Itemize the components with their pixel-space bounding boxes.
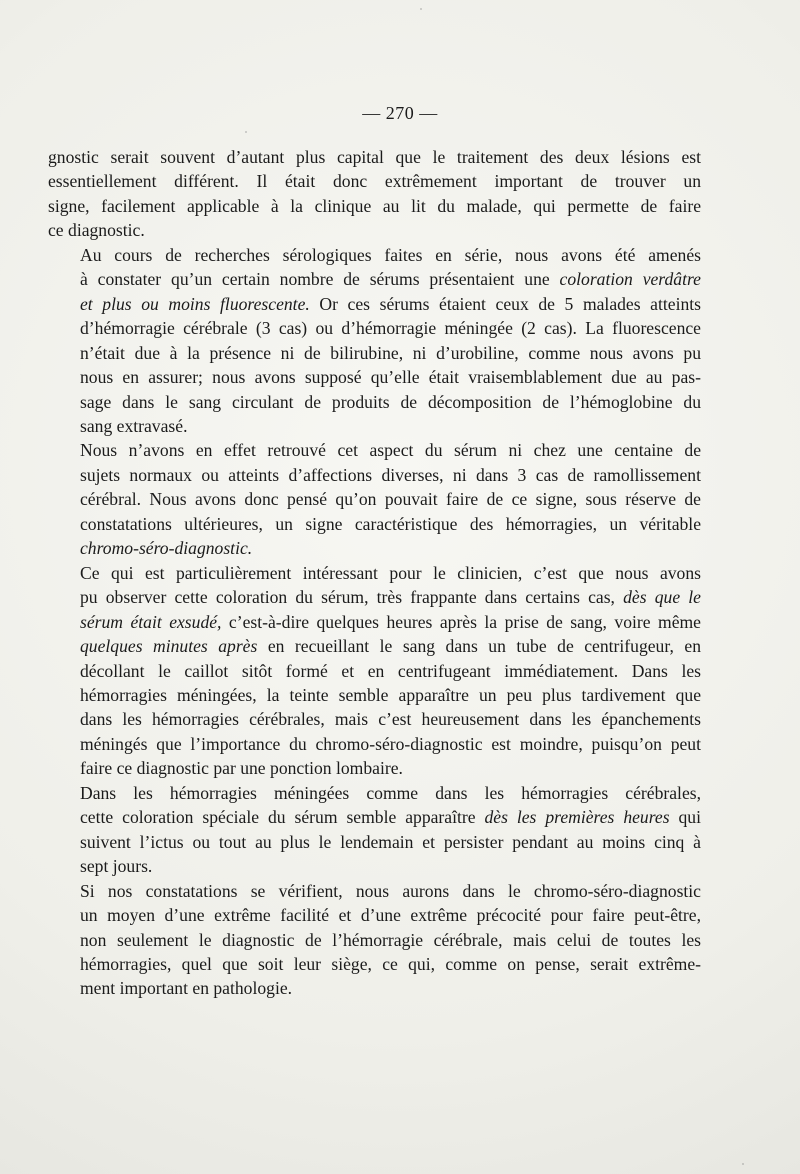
text-run: hémorragies méningées, la teinte semble apparaître un peu plus tardivement que bbox=[80, 684, 701, 705]
text-run: Ce qui est particulièrement intéressant pour le clinicien, c’est que nous avons bbox=[80, 562, 701, 583]
text-line bbox=[48, 169, 701, 193]
text-line bbox=[48, 805, 701, 829]
italic-text: dès les premières heures bbox=[484, 807, 670, 828]
text-line bbox=[48, 683, 701, 707]
text-run: un moyen d’une extrême facilité et d’une extrême précocité pour faire peut-être, bbox=[80, 905, 701, 926]
text-line bbox=[48, 585, 701, 609]
text-run: Nous n’avons en effet retrouvé cet aspect du sérum ni chez une centaine de bbox=[80, 440, 701, 461]
text-run: sage dans le sang circulant de produits de décomposition de l’hémoglobine du bbox=[80, 391, 701, 412]
text-run: d’hémorragie cérébrale (3 cas) ou d’hémorragie méningée (2 cas). La fluorescence bbox=[80, 318, 701, 339]
scan-speck bbox=[420, 8, 422, 10]
text-run: Si nos constatations se vérifient, nous aurons dans le chromo-séro-diagnostic bbox=[80, 880, 701, 901]
page-number: — 270 — bbox=[362, 103, 438, 123]
text-run: constatations ultérieures, un signe caractéristique des hémorragies, un véritable bbox=[80, 513, 701, 534]
text-line bbox=[48, 756, 701, 780]
text-line bbox=[48, 659, 701, 683]
text-run: cérébral. Nous avons donc pensé qu’on pouvait faire de ce signe, sous réserve de bbox=[80, 489, 701, 510]
text-line bbox=[48, 316, 701, 340]
text-run: nous en assurer; nous avons supposé qu’elle était vraisemblablement due au pas- bbox=[80, 367, 701, 388]
text-line bbox=[48, 438, 701, 462]
body-text bbox=[48, 145, 701, 1001]
text-line bbox=[48, 243, 701, 267]
text-run: ce diagnostic. bbox=[48, 220, 145, 241]
text-line bbox=[48, 414, 701, 438]
text-line bbox=[48, 267, 701, 291]
text-run: ment important en pathologie. bbox=[80, 978, 293, 999]
text-run: dans les hémorragies cérébrales, mais c’est heureusement dans les épanchements bbox=[80, 709, 701, 730]
text-run: non seulement le diagnostic de l’hémorragie cérébrale, mais celui de toutes les bbox=[80, 929, 701, 950]
text-run: sang extravasé. bbox=[80, 415, 188, 436]
text-line bbox=[48, 854, 701, 878]
text-line bbox=[48, 487, 701, 511]
text-line bbox=[48, 903, 701, 927]
text-run: faire ce diagnostic par une ponction lombaire. bbox=[80, 758, 403, 779]
text-line bbox=[48, 634, 701, 658]
scan-speck bbox=[742, 1163, 744, 1165]
text-line bbox=[48, 512, 701, 536]
text-run: suivent l’ictus ou tout au plus le lendemain et persister pendant au moins cinq à bbox=[80, 831, 701, 852]
text-run: Dans les hémorragies méningées comme dans les hémorragies cérébrales, bbox=[80, 782, 701, 803]
text-line bbox=[48, 194, 701, 218]
text-line bbox=[48, 292, 701, 316]
text-run: en recueillant le sang dans un tube de centrifugeur, en bbox=[257, 636, 701, 657]
paragraph-5 bbox=[48, 781, 701, 879]
text-run: cette coloration spéciale du sérum semble apparaître bbox=[80, 807, 485, 828]
text-run: essentiellement différent. Il était donc extrêmement important de trouver un bbox=[48, 171, 701, 192]
text-line bbox=[48, 732, 701, 756]
text-line bbox=[48, 830, 701, 854]
text-run: à constater qu’un certain nombre de sérums présentaient une bbox=[80, 269, 560, 290]
text-run: qui bbox=[669, 807, 701, 828]
text-run: c’est-à-dire quelques heures après la prise de sang, voire même bbox=[221, 611, 701, 632]
text-run: n’était due à la présence ni de bilirubine, ni d’urobiline, comme nous avons pu bbox=[80, 342, 701, 363]
paragraph-2 bbox=[48, 243, 701, 439]
italic-text: dès que le bbox=[623, 587, 701, 608]
text-line bbox=[48, 952, 701, 976]
text-line bbox=[48, 218, 701, 242]
text-run: sujets normaux ou atteints d’affections diverses, ni dans 3 cas de ramollissement bbox=[80, 464, 701, 485]
text-line bbox=[48, 145, 701, 169]
text-line bbox=[48, 879, 701, 903]
text-line bbox=[48, 341, 701, 365]
text-run: gnostic serait souvent d’autant plus capital que le traitement des deux lésions est bbox=[48, 147, 701, 167]
text-line bbox=[48, 561, 701, 585]
paragraph-1 bbox=[48, 145, 701, 243]
text-line bbox=[48, 781, 701, 805]
text-line bbox=[48, 365, 701, 389]
paragraph-6 bbox=[48, 879, 701, 1001]
italic-text: coloration verdâtre bbox=[559, 269, 701, 290]
text-run: hémorragies, quel que soit leur siège, ce qui, comme on pense, serait extrême- bbox=[80, 953, 701, 974]
text-line bbox=[48, 976, 701, 1000]
paragraph-4 bbox=[48, 561, 701, 781]
text-line bbox=[48, 928, 701, 952]
text-line bbox=[48, 390, 701, 414]
text-line bbox=[48, 610, 701, 634]
text-line bbox=[48, 536, 701, 560]
text-run: Au cours de recherches sérologiques faites en série, nous avons été amenés bbox=[80, 244, 701, 265]
text-run: sept jours. bbox=[80, 856, 153, 877]
text-line bbox=[48, 707, 701, 731]
italic-text: chromo-séro-diagnostic. bbox=[80, 538, 253, 559]
text-run: signe, facilement applicable à la clinique au lit du malade, qui permette de faire bbox=[48, 195, 701, 216]
italic-text: sérum était exsudé, bbox=[80, 611, 222, 632]
scan-speck bbox=[245, 131, 247, 133]
text-run: pu observer cette coloration du sérum, très frappante dans certains cas, bbox=[80, 587, 624, 608]
text-line bbox=[48, 463, 701, 487]
italic-text: et plus ou moins fluorescente. bbox=[80, 293, 310, 314]
text-run: Or ces sérums étaient ceux de 5 malades atteints bbox=[309, 293, 701, 314]
paragraph-3 bbox=[48, 438, 701, 560]
text-run: décollant le caillot sitôt formé et en centrifugeant immédiatement. Dans les bbox=[80, 660, 701, 681]
italic-text: quelques minutes après bbox=[80, 636, 258, 657]
text-run: méningés que l’importance du chromo-séro-diagnostic est moindre, puisqu’on peut bbox=[80, 733, 701, 754]
